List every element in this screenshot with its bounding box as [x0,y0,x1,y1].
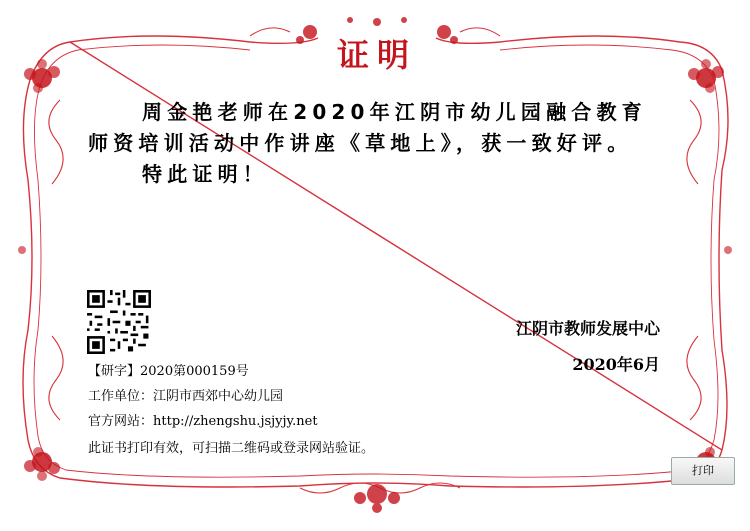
official-website: 官方网站：http://zhengshu.jsjyjy.net [88,414,318,429]
work-unit: 工作单位：江阴市西郊中心幼儿园 [88,389,284,404]
body-line-1: 周金艳老师在2020年江阴市幼儿园融合教育 [142,100,647,124]
validity-note: 此证书打印有效，可扫描二维码或登录网站验证。 [88,441,375,456]
body-line-3: 特此证明！ [142,162,268,186]
issuer-name: 江阴市教师发展中心 [515,319,660,338]
issue-date: 2020年6月 [572,355,660,374]
print-button[interactable]: 打印 [671,457,735,485]
body-line-2: 师资培训活动中作讲座《草地上》，获一致好评。 [88,131,633,155]
qr-code [87,290,151,354]
certificate-body [88,97,678,190]
certificate-title: 证明 [336,36,417,74]
certificate-number: 【研字】2020第000159号 [88,364,249,379]
